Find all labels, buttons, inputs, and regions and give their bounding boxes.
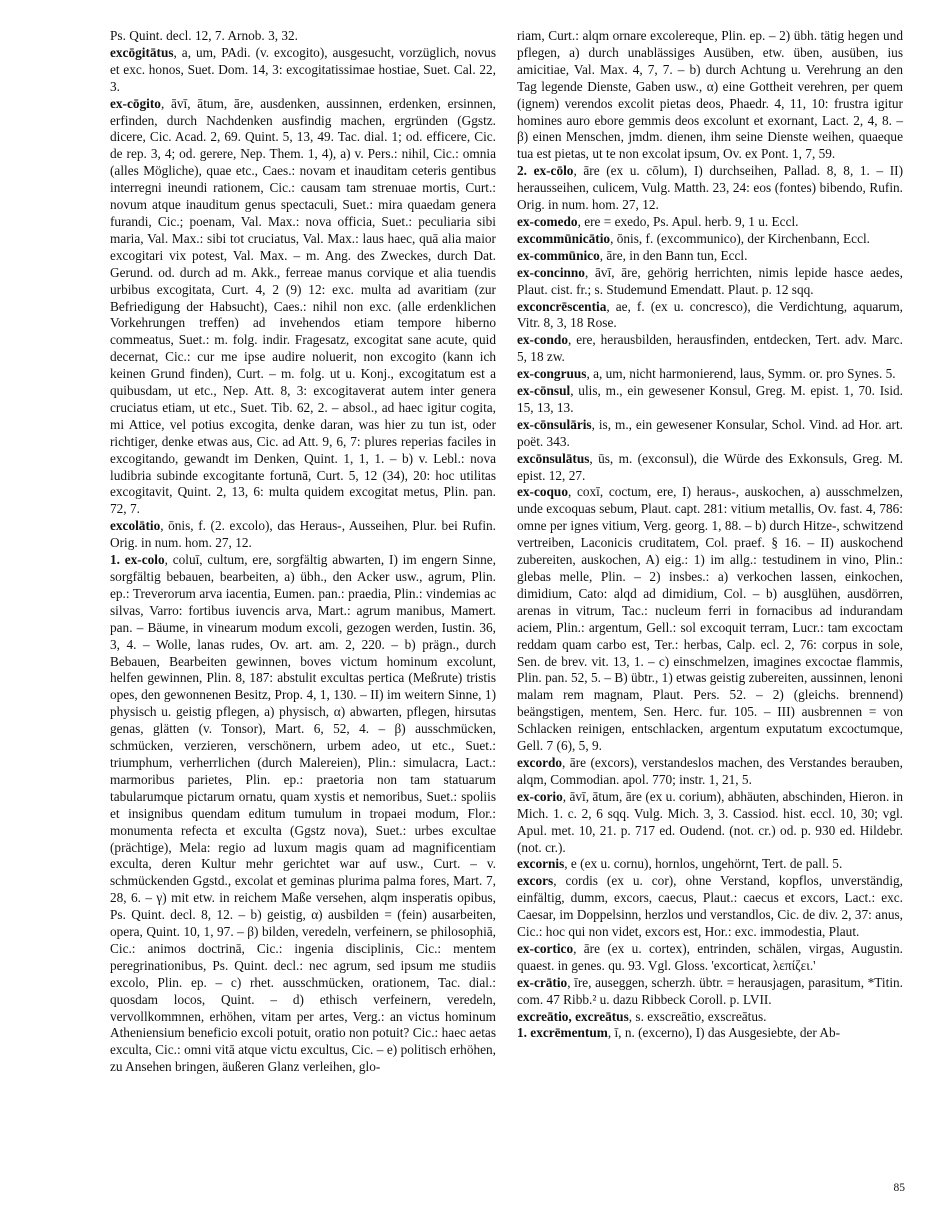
entry-excors: excors, cordis (ex u. cor), ohne Verstand, kopflos, unverständig, einfältig, dumm, excors, caecus, Plaut.: caecus et excors, Lact.: exc. Caesar, im Doppelsinn, herzlos und verstandlos, Cic. de div. 2, 37: anus, Cic.: hoc qui non videt, excors est, Hor.: exc. immodestia, Plaut. (517, 873, 903, 940)
lemma: excreātio, excreātus (517, 1008, 629, 1024)
lemma: ex-coquo (517, 484, 568, 500)
lemma: excors (517, 873, 554, 889)
left-column (110, 28, 496, 1076)
lemma: ex-congruus (517, 366, 587, 382)
entry-excreatio: excreātio, excreātus, s. exscreātio, exscreātus. (517, 1008, 767, 1024)
lemma: excōnsulātus (517, 450, 590, 466)
lemma: ex-crātio (517, 974, 568, 990)
entry-ex-consul: ex-cōnsul, ulis, m., ein gewesener Konsul, Greg. M. epist. 1, 70. Isid. 15, 13, 13. (517, 383, 903, 415)
right-column (517, 28, 903, 1042)
entry-exconcrescentia: exconcrēscentia, ae, f. (ex u. concresco), die Verdichtung, aquarum, Vitr. 8, 3, 18 Rose. (517, 298, 903, 331)
entry-excogitatus: excōgitātus, a, um, PAdi. (v. excogito), ausgesucht, vorzüglich, novus et exc. honos, Suet. Dom. 14, 3: excogitatissimae hostiae, Suet. Cal. 22, 3. (110, 44, 496, 94)
entry-ex-coquo: ex-coquo, coxī, coctum, ere, I) heraus-, auskochen, a) ausschmelzen, unde excoquas sebum, Plaut. capt. 281: vitium metallis, Ov. fast. 4, 786: omne per ignes vitium, Verg. georg. 1, 88. – b) durch Hitze-, schwitzend vertreiben, Laconicis cruditatem, Col. praef. § 16. – II) auskochend zubereiten, auskochen, A) eig.: 1) im allg.: testudinem in vino, Plin.: glebas melle, Plin. – 2) insbes.: a) verkochen lassen, einkochen, dimidium, Cato: alqd ad dimidium, Col. – b) ausglühen, ausdörren, arenas in vitrum, Tac.: nucleum ferri in fornacibus ad indurandam aciem, Plin.: argentum, Gell.: sol excoquit terram, Lucr.: tam excoctam reddam quam carbo est, Ter.: herbas, Calp. ecl. 2, 76: corpus in sole, Sen. de brev. vit. 13, 1. – c) einschmelzen, imagines excoctae flammis, Plin. pan. 52, 5. – B) übtr., 1) etwas geistig zubereiten, aussinnen, lenoni malam rem magnam, Plaut. Pers. 52. – 2) (gleichs. brennend) beängstigen, mentem, Sen. Herc. fur. 105. – III) ausbrennen = von Schlacken reinigen, entschlacken, argentum exputatum excoctumque, Gell. 7 (6), 5, 9. (517, 484, 903, 754)
entry-continuation: Ps. Quint. decl. 12, 7. Arnob. 3, 32. (110, 28, 299, 43)
lemma: ex-concinno (517, 264, 585, 280)
lemma: ex-cortico (517, 940, 574, 956)
lemma: ex-comedo (517, 213, 578, 229)
lemma: 2. ex-cōlo (517, 163, 574, 179)
lemma: excornis (517, 856, 565, 872)
entry-ex-concinno: ex-concinno, āvī, āre, gehörig herrichten, nimis lepide hasce aedes, Plaut. cist. fr.; s. Studemund Emendatt. Plaut. p. 12 sqq. (517, 264, 903, 297)
entry-excordo: excordo, āre (excors), verstandeslos machen, des Verstandes berauben, alqm, Commodian. apol. 770; instr. 1, 21, 5. (517, 754, 903, 787)
lemma: excōgitātus (110, 44, 174, 60)
entry-excrementum: 1. excrēmentum, ī, n. (excerno), I) das Ausgesiebte, der Ab- (517, 1025, 841, 1041)
lemma: ex-cōnsulāris (517, 416, 592, 432)
entry-ex-congruus: ex-congruus, a, um, nicht harmonierend, laus, Symm. or. pro Synes. 5. (517, 366, 896, 382)
lemma: excordo (517, 754, 563, 770)
entry-excolatio: excolātio, ōnis, f. (2. excolo), das Heraus-, Ausseihen, Plur. bei Rufin. Orig. in num. hom. 27, 12. (110, 518, 496, 551)
lemma: ex-corio (517, 788, 563, 804)
lemma: 1. excrēmentum (517, 1025, 608, 1041)
lemma: exconcrēscentia (517, 298, 607, 314)
lemma: excommūnicātio (517, 230, 611, 246)
lemma: ex-cōgito (110, 95, 161, 111)
entry-ex-communico: ex-commūnico, āre, in den Bann tun, Eccl. (517, 247, 748, 263)
page-number: 85 (893, 1182, 905, 1194)
entry-ex-corio: ex-corio, āvī, ātum, āre (ex u. corium), abhäuten, abschinden, Hieron. in Mich. 1. c. 2, 6 sqq. Vulg. Mich. 3, 3. Cassiod. hist. eccl. 10, 30; vgl. Apul. met. 10, 21. p. 717 ed. Oudend. (not. cr.) od. p. 930 ed. Hildebr. (not. cr.). (517, 788, 903, 855)
entry-ex-colo: 1. ex-colo, coluī, cultum, ere, sorgfältig abwarten, I) im engern Sinne, sorgfältig bebauen, bearbeiten, a) übh., den Acker usw., agrum, Plin. ep.: Treverorum arva iacentia, Eumen. pan.: praedia, Plin.: vindemias ac silvas, Varro: fortibus iuvencis arva, Mart.: agrum manibus, Mamert. pan. – Bäume, in vinearum modum excoli, gezogen werden, Iustin. 36, 3, 4. – Wolle, lanas rudes, Ov. art. am. 2, 220. – b) prägn., durch Bebauen, Bearbeiten gewinnen, boves victum hominum excolunt, helfen gewinnen, Plin. 8, 187: abstulit excultas pertica (Meßrute) tristis opes, den gewonnenen Besitz, Prop. 4, 1, 130. – II) im weitern Sinne, 1) physisch u. geistig pflegen, a) physisch, α) abwarten, pflegen, hirsutas genas, glätten (v. Tonsor), Mart. 6, 52, 4. – β) ausschmücken, schmücken, verzieren, verschönern, urbem adeo, ut etc., Suet.: triumphum, verherrlichen (durch Malereien), Plin.: simulacra, Lact.: marmoribus parietes, Plin. ep.: praetoria non tam statuarum tabularumque pictarum ornatu, quam xystis et nemoribus, Suet.: spoliis et insignibus quendam editum tumulum in tropaei modum, Flor.: monumenta refecta et exculta (Ggstz nova), Suet.: urbes excultae (prächtige), Mela: regio ad luxum magis quam ad magnificentiam exculta, deren Kultur mehr gerichtet war auf usw., Curt. – v. schmückenden Ggstd., excolat et geminas plurima palma fores, Mart. 7, 28, 6. – γ) mit etw. in reichem Maße versehen, alqm insperatis opibus, Ps. Quint. decl. 8, 12. – b) geistig, α) ausbilden = (fein) ausarbeiten, opera, Quint. 10, 1, 97. – β) bilden, veredeln, verfeinern, se philosophiā, Cic.: animos doctrinā, Cic.: ingenia disciplinis, Cic.: mentem peregrinationibus, Ps. Quint. decl.: nec agrum, sed ipsum me studiis excolo, Plin. ep. – c) rhet. ausschmücken, orationem, Tac. dial.: quosdam locos, Quint. – d) ethisch verfeinern, veredeln, vervollkommnen, erhöhen, vitam per artes, Verg.: an victus hominum Atheniensium beneficio excoli potuit, oratio non potuit? Cic.: haec aetas exculta, Cic.: omni vitā atque victu excultus, Cic. – e) politisch erhöhen, zu Ansehen bringen, äußeren Glanz verleihen, glo- (110, 552, 496, 1075)
entry-ex-consularis: ex-cōnsulāris, is, m., ein gewesener Konsular, Schol. Vind. ad Hor. art. poët. 343. (517, 416, 903, 449)
entry-continuation: riam, Curt.: alqm ornare excolereque, Plin. ep. – 2) übh. tätig hegen und pflegen, a) durch unablässiges Ausüben, etw. üben, ausüben, ius amicitiae, Val. Max. 4, 7, 7. – b) durch Achtung u. Verehrung an den Tag legende Dienste, Gaben usw., α) eine Gottheit verehren, per quem (ignem) verendos excolit pietas deos, Phaedr. 4, 11, 10: frustra igitur homines auro ebore gemmis deos excolunt et exornant, Lact. 2, 4, 8. – β) einen Menschen, jmdm. dienen, ihm seine Dienste weihen, quaeque tua est pietas, ut te non excolat ipsum, Ov. ex Pont. 1, 7, 59. (517, 28, 903, 162)
lemma: ex-commūnico (517, 247, 600, 263)
lemma: excolātio (110, 518, 161, 534)
entry-ex-cogito: ex-cōgito, āvī, ātum, āre, ausdenken, aussinnen, erdenken, ersinnen, erfinden, durch Nachdenken ausfindig machen, ergründen (Ggstz. dicere, Cic. Acad. 2, 69. Quint. 5, 13, 49. Tac. dial. 1; od. efficere, Cic. de rep. 3, 4; od. gerere, Nep. Them. 1, 4), a) v. Pers.: nihil, Cic.: omnia (alles Mögliche), quae etc., Caes.: novam et inauditam ceteris gentibus interregni ineundi rationem, Cic.: causam tam strenuae mortis, Curt.: novum atque inauditum genus spectaculi, Suet.: mira quaedam genera furandi, Cic.; poenam, Val. Max.: nova officia, Suet.: peculiaria sibi maria, Val. Max.: sibi tot cruciatus, Val. Max.: laus haec, quā alia maior excogitari vix potest, Val. Max. – m. Ang. des Zweckes, durch Dat. Gerund. od. durch ad m. Akk., ferreae manus corvique et alia tuendis urbibus excogitata, Curt. 4, 2 (9) 12: exc. multa ad avaritiam (zur Befriedigung der Habsucht), Caes.: nihil non exc. (alle erdenklichen Vorkehrungen treffen) ad invehendos etiam tempore hiberno commeatus, Suet.: m. folg. indir. Fragesatz, excogitat sane acute, quid decernat, Cic.: cur me ipse audire noluerit, non excogito (kann ich keinen Grund finden), Curt. – m. folg. ut u. Konj., excogitatum est a quibusdam, ut etc., Nep. Att. 8, 3: excogitaverat autem inter genera cruciatus etiam, ut etc., Suet. Tib. 62, 2. – absol., ad haec igitur cogita, mi Attice, vel potius excogita, denke daran, was hier zu tun ist, oder richtiger, denke etwas aus, Cic. ad Att. 9, 6, 7: plures reperias faciles in excogitando, gewandt im Denken, Quint. 1, 1, 1. – b) v. Lebl.: nova ludibria subinde excogitante fortunā, Curt. 5, 12 (34), 20: hoc utilitas excogitavit, Quint. 2, 13, 6: multa quidem excogitat metus, Plin. pan. 72, 7. (110, 95, 496, 517)
entry-ex-colo-2: 2. ex-cōlo, āre (ex u. cōlum), I) durchseihen, Pallad. 8, 8, 1. – II) herausseihen, culicem, Vulg. Matth. 23, 24: eos (fontes) bibendo, Rufin. Orig. in num. hom. 27, 12. (517, 163, 903, 213)
entry-exconsulatus: excōnsulātus, ūs, m. (exconsul), die Würde des Exkonsuls, Greg. M. epist. 12, 27. (517, 450, 903, 483)
entry-excommunicatio: excommūnicātio, ōnis, f. (excommunico), der Kirchenbann, Eccl. (517, 230, 871, 246)
lemma: ex-cōnsul (517, 383, 571, 399)
entry-ex-cratio: ex-crātio, īre, auseggen, scherzh. übtr. = herausjagen, parasitum, *Titin. com. 47 Ribb.² u. dazu Ribbeck Coroll. p. LVII. (517, 974, 903, 1007)
lemma: ex-condo (517, 332, 568, 348)
entry-ex-cortico: ex-cortico, āre (ex u. cortex), entrinden, schälen, virgas, Augustin. quaest. in genes. qu. 93. Vgl. Gloss. 'excorticat, λεπίζει.' (517, 940, 903, 973)
entry-ex-condo: ex-condo, ere, herausbilden, herausfinden, entdecken, Tert. adv. Marc. 5, 18 zw. (517, 332, 903, 365)
entry-ex-comedo: ex-comedo, ere = exedo, Ps. Apul. herb. 9, 1 u. Eccl. (517, 213, 799, 229)
lemma: 1. ex-colo (110, 552, 165, 568)
entry-excornis: excornis, e (ex u. cornu), hornlos, ungehörnt, Tert. de pall. 5. (517, 856, 843, 872)
